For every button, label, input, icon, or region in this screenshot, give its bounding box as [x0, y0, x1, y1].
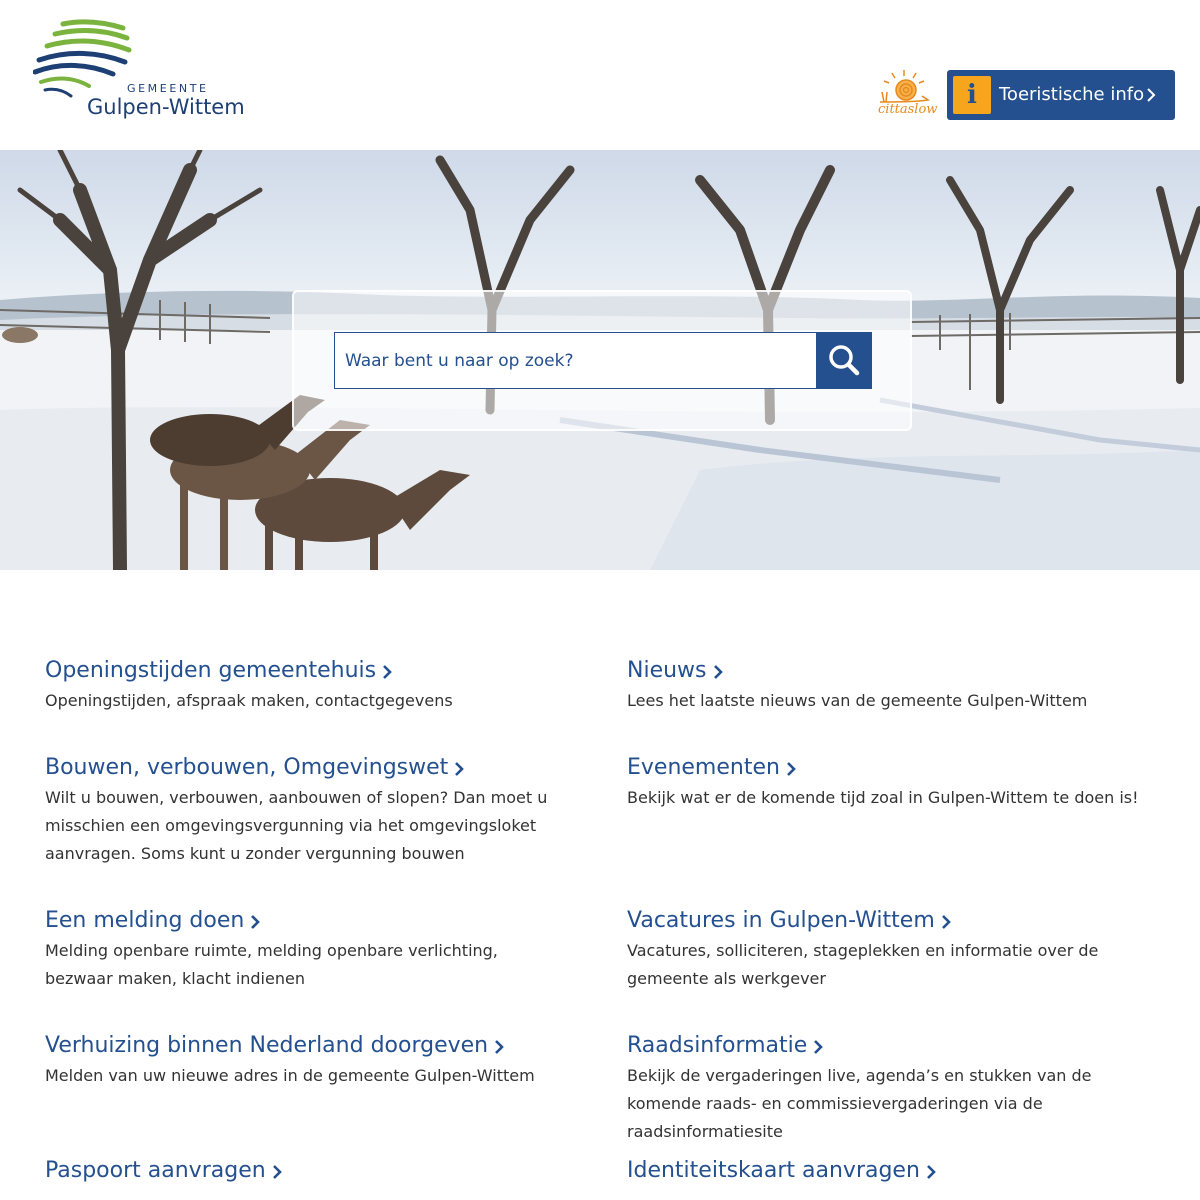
logo-subtitle: GEMEENTE	[127, 82, 209, 95]
chevron-right-icon	[941, 914, 951, 930]
card-title-link[interactable]	[627, 908, 951, 933]
chevron-right-icon	[250, 914, 260, 930]
chevron-right-icon	[272, 1164, 282, 1180]
card-title: Nieuws	[627, 658, 707, 683]
quick-links	[0, 570, 1200, 1200]
chevron-right-icon	[454, 761, 464, 777]
card-verhuizing	[45, 1033, 565, 1090]
card-description: Melden van uw nieuwe adres in de gemeente Gulpen-Wittem	[45, 1066, 535, 1085]
card-title-link[interactable]	[627, 1158, 936, 1183]
card-description: Melding openbare ruimte, melding openbare verlichting, bezwaar maken, klacht indienen	[45, 941, 498, 988]
card-title-link[interactable]	[45, 908, 260, 933]
cittaslow-label: cittaslow	[878, 102, 938, 117]
card-melding	[45, 908, 565, 993]
card-title-link[interactable]	[627, 658, 723, 683]
search-button[interactable]	[816, 332, 872, 389]
card-raadsinformatie	[627, 1033, 1147, 1146]
site-header	[0, 0, 1200, 150]
card-title-link[interactable]	[45, 1033, 504, 1058]
card-bouwen	[45, 755, 565, 868]
search-icon	[828, 344, 860, 376]
card-title: Paspoort aanvragen	[45, 1158, 266, 1183]
card-vacatures	[627, 908, 1147, 993]
card-title-link[interactable]	[627, 1033, 823, 1058]
card-title: Evenementen	[627, 755, 780, 780]
search-input[interactable]	[334, 332, 816, 389]
chevron-right-icon	[786, 761, 796, 777]
card-title: Raadsinformatie	[627, 1033, 808, 1058]
chevron-right-icon	[713, 664, 723, 680]
logo-name: Gulpen-Wittem	[87, 95, 245, 119]
cittaslow-logo[interactable]	[876, 68, 938, 122]
card-description: Bekijk de vergaderingen live, agenda’s en stukken van de komende raads- en commissievergaderingen via de raadsinformatiesite	[627, 1066, 1092, 1141]
card-identiteitskaart	[627, 1158, 1147, 1183]
card-description: Bekijk wat er de komende tijd zoal in Gulpen-Wittem te doen is!	[627, 788, 1139, 807]
card-description: Wilt u bouwen, verbouwen, aanbouwen of slopen? Dan moet u misschien een omgevingsvergunning via het omgevingsloket aanvragen. Soms kunt u zonder vergunning bouwen	[45, 788, 548, 863]
chevron-right-icon	[494, 1039, 504, 1055]
gulpen-wittem-logo[interactable]	[33, 18, 248, 120]
card-title: Identiteitskaart aanvragen	[627, 1158, 920, 1183]
card-title: Een melding doen	[45, 908, 245, 933]
chevron-right-icon	[1146, 87, 1156, 103]
info-icon: i	[953, 76, 991, 114]
search-panel	[292, 290, 912, 431]
chevron-right-icon	[926, 1164, 936, 1180]
card-nieuws	[627, 658, 1147, 715]
card-description: Lees het laatste nieuws van de gemeente Gulpen-Wittem	[627, 691, 1088, 710]
card-openingstijden	[45, 658, 565, 715]
chevron-right-icon	[813, 1039, 823, 1055]
card-title-link[interactable]	[627, 755, 796, 780]
card-title: Verhuizing binnen Nederland doorgeven	[45, 1033, 489, 1058]
tourist-info-button[interactable]	[947, 70, 1175, 120]
card-title-link[interactable]	[45, 1158, 282, 1183]
hero-banner	[0, 150, 1200, 570]
card-title: Bouwen, verbouwen, Omgevingswet	[45, 755, 449, 780]
card-evenementen	[627, 755, 1147, 812]
chevron-right-icon	[382, 664, 392, 680]
card-title: Vacatures in Gulpen-Wittem	[627, 908, 935, 933]
card-paspoort	[45, 1158, 565, 1183]
card-description: Vacatures, solliciteren, stageplekken en informatie over de gemeente als werkgever	[627, 941, 1099, 988]
card-description: Openingstijden, afspraak maken, contactgegevens	[45, 691, 453, 710]
tourist-info-label: Toeristische info	[999, 84, 1145, 105]
card-title: Openingstijden gemeentehuis	[45, 658, 377, 683]
card-title-link[interactable]	[45, 755, 464, 780]
card-title-link[interactable]	[45, 658, 392, 683]
